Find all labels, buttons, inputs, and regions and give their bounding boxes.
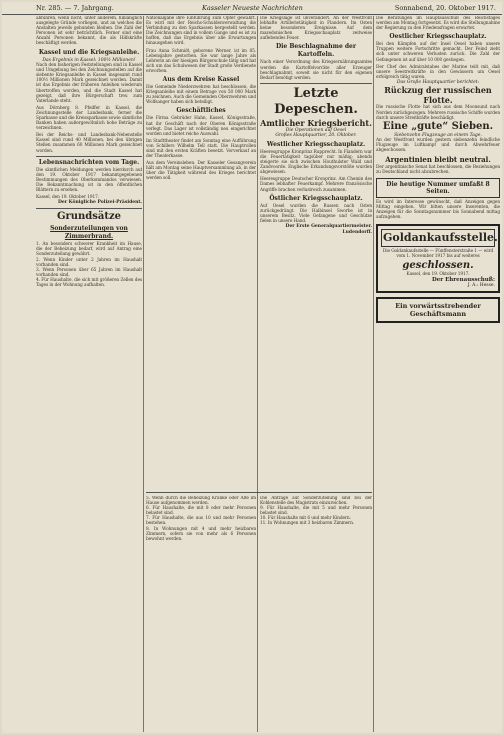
ad-date: Kassel, den 19. Oktober 1917.: [406, 272, 470, 278]
notice-item: 2. Wenn Kinder unter 2 Jahren im Haushalt vorhanden sind.: [36, 257, 142, 268]
article-text: Der Chef des Admiralstabes der Marine teilt mit, daß unsere Seestreitkräfte in den Gewässern um Oesel erfolgreich tätig waren.: [376, 64, 500, 80]
article-headline: Kassel und die Kriegsanleihe.: [38, 48, 140, 56]
notice-item: 6. Für Haushalte, die mit 8 oder mehr Personen belastet sind.: [146, 506, 256, 517]
article-headline: Die Beschlagnahme der Kartoffeln.: [275, 43, 357, 59]
column-4: [376, 16, 500, 732]
advertisement-business: Ein vorwärtsstrebender Geschäftsmann: [376, 297, 500, 323]
article-text: Frau Anna Schmidt, geborene Werner, ist im 85. Lebensjahre gestorben. Sie war lange Jahre als Lehrerin an der hiesigen Bürgerschule tätig und hat sich um das Schulwesen der Stadt große Verdienste erworben.: [146, 48, 256, 74]
notice-item: 4. Für Haushalte, die sich mit größeren Zellen des Tages in der Wohnung aufhalten.: [36, 277, 142, 288]
notice-item: 11. In Wohnungen mit 3 heizbaren Zimmern.: [260, 521, 355, 527]
article-text: Die Firma Gebrüder Hahn, Kassel, Königsstraße, hat ihr Geschäft nach der Oberen Königsstraße verlegt. Das Lager ist vollständig neu eingerichtet worden und bietet reiche Auswahl.: [146, 116, 256, 137]
ad-signature-name: J. A.: Hesse.: [467, 283, 495, 289]
column-divider: [373, 16, 374, 732]
notice-item: 7. Für Haushalte, die aus 10 und mehr Personen bestehen.: [146, 516, 256, 527]
notice-item: 5. Wenn durch die Beheizung Kranke oder Alte im Hause aufgenommen werden.: [146, 496, 256, 507]
article-text: Bei der Reichs- und Landesbank-Nebenstelle Kassel sind rund 40 Millionen, bei den übrigen Stellen zusammen 60 Millionen Mark gezeichnet worden.: [36, 133, 142, 154]
newspaper-page: [2, 2, 502, 733]
article-text: Im Stadttheater findet am Sonntag eine Aufführung von Schillers Wilhelm Tell statt. Die Hauptrollen sind mit den ersten Kräften besetzt. Vorverkauf an der Theaterkasse.: [146, 138, 256, 160]
column-2: [146, 16, 256, 492]
article-text: Nach den bisherigen Feststellungen sind in Kassel und Umgebung bei den Zeichnungsstellen auf die siebente Kriegsanleihe in Kassel insgesamt rund 100½ Millionen Mark gezeichnet worden. Damit ist das Ergebnis der früheren Anleihen wiederum übertroffen worden, und die Stadt Kassel hat gezeigt, daß ihre Bürgerschaft treu zum Vaterlande steht.: [36, 63, 142, 104]
article-headline: Eine „gute“ Sieben.: [382, 120, 494, 132]
section-headline: Letzte Depeschen.: [274, 85, 358, 117]
article-headline: Rückzug der russischen Flotte.: [384, 85, 492, 106]
article-headline: Aus dem Kreise Kassel: [162, 76, 240, 84]
article-text: Bei den Kämpfen auf der Insel Oesel haben unsere Truppen weitere Fortschritte gemacht. Der Feind zieht sich unter schweren Verlusten zurück. Die Zahl der Gefangenen ist auf über 10 000 gestiegen.: [376, 42, 500, 63]
page-header: [2, 2, 502, 15]
report-subtitle: Die Operationen auf Oesel: [285, 127, 347, 133]
bottom-column-3: [260, 496, 372, 732]
notice-subtitle: Sonderzuteilungen von Zimmerbrand.: [50, 225, 128, 241]
ad-text: Die Goldankaufsstelle — Fünffensterstraße 1 — wird vom 1. November 1917 bis auf weiteres: [382, 249, 494, 260]
notice-item: 8. In Wohnungen mit 4 und mehr heizbaren Zimmern, sofern sie von mehr als 6 Personen bewohnt werden.: [146, 526, 256, 542]
column-divider: [257, 16, 258, 732]
article-text: Der argentinische Senat hat beschlossen, die Beziehungen zu Deutschland nicht abzubrechen.: [376, 164, 500, 175]
report-heading: Östlicher Kriegsschauplatz.: [269, 194, 363, 202]
report-signature: Der Erste Generalquartiermeister. Ludendorff.: [285, 223, 372, 235]
page-count-notice: Die heutige Nummer umfaßt 8 Seiten.: [376, 178, 500, 198]
divider: [146, 492, 372, 493]
article-text: Nach einer Verordnung des Kriegsernährungsamtes werden die Kartoffelvorräte aller Erzeuger beschlagnahmt, soweit sie nicht für den eigenen Bedarf benötigt werden.: [260, 60, 372, 81]
divider: [260, 83, 372, 84]
article-text: Die russische Flotte hat sich aus dem Moonsund nach Norden zurückgezogen. Mehrere russische Schiffe wurden durch unsere Streitkräfte beschädigt.: [376, 105, 500, 121]
notice-date: Kassel, den 19. Oktober 1917.: [36, 195, 100, 201]
advertisement-gold: [376, 224, 500, 293]
notice-item: 1. An besonders schwerer Krankheit im Hause, die der Beheizung bedarf, wird auf Antrag eine Sonderzuteilung gewährt.: [36, 242, 142, 258]
article-text: Die Gemeinde Niederzwehren hat beschlossen, die Kriegsanleihe mit einem Betrage von 50 000 Mark zu zeichnen. Auch die Gemeinden Oberzwehren und Wolfsanger haben sich beteiligt.: [146, 85, 256, 106]
article-subheadline: Siebenzehn Flugzeuge an einem Tage.: [394, 132, 482, 138]
article-text: Aus dem Vereinsleben. Der Kasseler Gesangverein hält am Montag seine Hauptversammlung ab, in der über die Tätigkeit während des Krieges berichtet werden soll.: [146, 161, 256, 182]
newspaper-title: Kasseler Neueste Nachrichten: [202, 4, 303, 12]
issue-date: Sonnabend, 20. Oktober 1917.: [394, 4, 496, 12]
column-3: [260, 16, 372, 492]
ad-title: Goldankaufsstelle.: [381, 229, 495, 247]
article-headline: Lebensnachrichten vom Tage.: [38, 158, 140, 166]
article-text: Die Beratungen im Hauptausschuß des Reichstages werden am Montag fortgesetzt. Es wird die Stellungnahme der Regierung zu den Friedensfragen erwartet.: [376, 16, 500, 32]
ad-signature: Der Ehrenausschuß:: [432, 277, 495, 284]
divider: [36, 156, 142, 157]
notice-title: Grundsätze: [56, 211, 122, 223]
article-text: Die Kriegslage ist unverändert. An der Westfront lebhafte Artillerietätigkeit in Flandern. Im Osten keine besonderen Ereignisse. Auf dem mazedonischen Kriegsschauplatz zeitweise auflebendes Feuer.: [260, 16, 372, 42]
article-text: Es wird im Interesse gewünscht, daß Anzeigen gegen Mittag eingehen. Wir bitten unsere Inserenten, die Anzeigen für die Sonntagsnummer bis Sonnabend mittag aufzugeben.: [376, 199, 500, 220]
article-text: abführen, wenn nicht, unter anderem, hinlänglich ausgelegte Gründe vorliegen, und an welches die Anstalten jeweils gebunden bleiben. Die Zahl der Personen ist sehr beträchtlich. Ferner sind eine Anzahl Personen bekannt, die als Hilfskräfte beschäftigt werden.: [36, 16, 142, 47]
issue-number: Nr. 285. — 7. Jahrgang.: [36, 4, 114, 12]
report-dateline: Großes Hauptquartier, 20. Oktober.: [275, 133, 357, 139]
notice-item: 10. Für Haushalte mit 6 und mehr Kindern.: [260, 516, 351, 522]
report-text: Heeresgruppe Deutscher Kronprinz. Am Chemin des Dames lebhafter Feuerkampf. Mehrere französische Angriffe brachen verlustreich zusammen.: [260, 177, 372, 193]
article-headline: Argentinien bleibt neutral.: [385, 154, 491, 164]
article-text: An der Westfront wurden gestern siebenzehn feindliche Flugzeuge im Luftkampf und durch Abwehrfeuer abgeschossen.: [376, 138, 500, 154]
notice-signature: Der Königliche Polizei-Präsident.: [57, 200, 142, 206]
notice-item: 9. Für Haushalte, die mit 5 und mehr Personen belastet sind.: [260, 506, 372, 517]
notice-item: Die Anträge auf Sonderzuteilung sind bei der Kohlenstelle des Magistrats einzureichen.: [260, 496, 372, 507]
article-subheadline: Das Große Hauptquartier berichtet:: [396, 79, 480, 85]
report-text: Auf Oesel wurden die Russen nach Osten zurückgedrängt. Die Halbinsel Sworbe ist in unserem Besitz. Viele Gefangene und Geschütze fielen in unsere Hand.: [260, 203, 372, 224]
column-1: [36, 16, 142, 492]
report-text: Heeresgruppe Kronprinz Rupprecht. In Flandern war die Feuertätigkeit tagsüber nur mäßig; abends steigerte sie sich zwischen Houthulster Wald und Zandvoorde. Englische Erkundungsvorstöße wurden abgewiesen.: [260, 149, 372, 176]
ad-headline: geschlossen.: [402, 260, 474, 272]
article-headline: Geschäftliches: [176, 107, 226, 115]
column-divider: [143, 16, 144, 732]
article-subheadline: Das Ergebnis in Kassel: 100½ Millionen!: [42, 57, 136, 63]
divider: [36, 208, 142, 209]
article-text: Aus Dörnberg 8. Pfeiffer in Kassel, die Zeichnungsstelle der Landesbank, ferner die Sparkasse und die Kreissparkasse sowie sämtliche Banken haben außergewöhnlich hohe Beträge zu verzeichnen.: [36, 105, 142, 132]
article-headline: Oestlicher Kriegsschauplatz.: [389, 33, 487, 41]
article-text: Die sämtlichen Meldungen werden hierdurch auf den 19. Oktober 1917 bekanntgegebenen Bestimmungen des Oberkommandos verwiesen. Die Bekanntmachung ist in den öffentlichen Blättern zu ersehen.: [36, 167, 142, 194]
notice-item: 3. Wenn Personen über 65 Jahren im Haushalt vorhanden sind.: [36, 267, 142, 278]
section-subheadline: Amtlicher Kriegsbericht.: [260, 117, 372, 128]
article-text: Nationalgabe ihre Einführung zum Opfer gewährt. Es wird mit der Reichs-Schuldenverwaltung die Verbindung zu den Sparkassen hergestellt werden. Die Zeichnungen sind in vollem Gange und es ist zu hoffen, daß das Ergebnis über alle Erwartungen hinausgehen wird.: [146, 16, 256, 47]
bottom-column-2: [146, 496, 256, 732]
report-heading: Westlicher Kriegsschauplatz.: [266, 140, 366, 148]
